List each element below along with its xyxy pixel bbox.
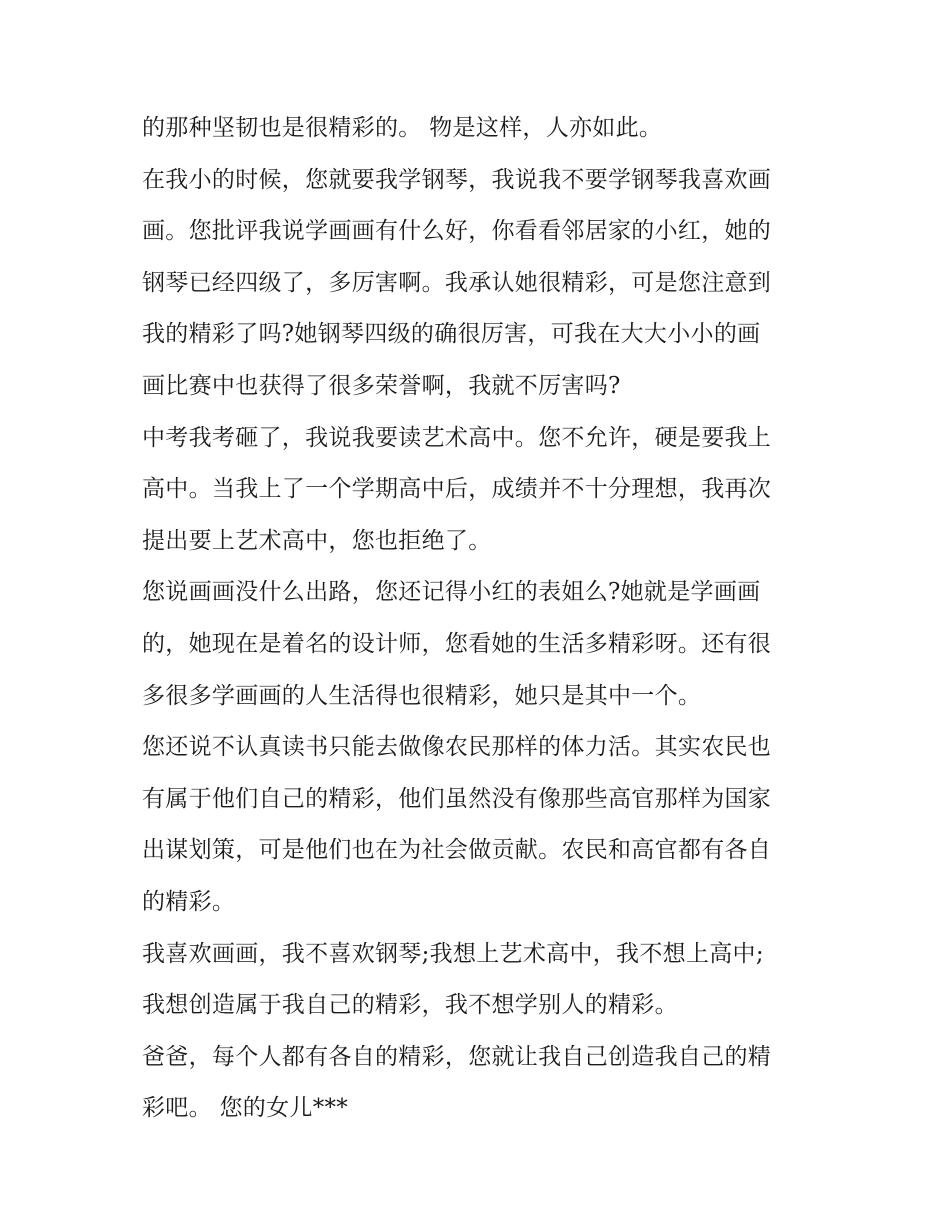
text-line: 您说画画没什么出路，您还记得小红的表姐么?她就是学画画 <box>142 579 761 606</box>
text-line: 我的精彩了吗?她钢琴四级的确很厉害，可我在大大小小的画 <box>142 321 761 348</box>
text-line: 出谋划策，可是他们也在为社会做贡献。农民和高官都有各自 <box>142 837 772 864</box>
text-line: 的，她现在是着名的设计师，您看她的生活多精彩呀。还有很 <box>142 630 772 657</box>
text-line: 画。您批评我说学画画有什么好，你看看邻居家的小红，她的 <box>142 218 772 245</box>
text-line: 您还说不认真读书只能去做像农民那样的体力活。其实农民也 <box>142 734 772 761</box>
text-line: 我想创造属于我自己的精彩，我不想学别人的精彩。 <box>142 992 678 1019</box>
letter-body <box>142 108 822 1140</box>
text-line: 爸爸，每个人都有各自的精彩，您就让我自己创造我自己的精 <box>142 1043 772 1070</box>
text-line: 高中。当我上了一个学期高中后，成绩并不十分理想，我再次 <box>142 476 772 503</box>
text-line: 画比赛中也获得了很多荣誉啊，我就不厉害吗? <box>142 372 621 399</box>
text-line: 中考我考砸了，我说我要读艺术高中。您不允许，硬是要我上 <box>142 424 772 451</box>
text-line: 钢琴已经四级了，多厉害啊。我承认她很精彩，可是您注意到 <box>142 269 772 296</box>
text-line: 彩吧。 您的女儿*** <box>142 1095 349 1122</box>
text-line: 在我小的时候，您就要我学钢琴，我说我不要学钢琴我喜欢画 <box>142 166 772 193</box>
text-line: 提出要上艺术高中，您也拒绝了。 <box>142 527 492 554</box>
text-line: 有属于他们自己的精彩，他们虽然没有像那些高官那样为国家 <box>142 785 772 812</box>
text-line: 我喜欢画画，我不喜欢钢琴;我想上艺术高中，我不想上高中; <box>142 940 764 967</box>
text-line: 的精彩。 <box>142 888 236 915</box>
text-line: 的那种坚韧也是很精彩的。 物是这样，人亦如此。 <box>142 115 663 141</box>
text-line: 多很多学画画的人生活得也很精彩，她只是其中一个。 <box>142 682 702 709</box>
